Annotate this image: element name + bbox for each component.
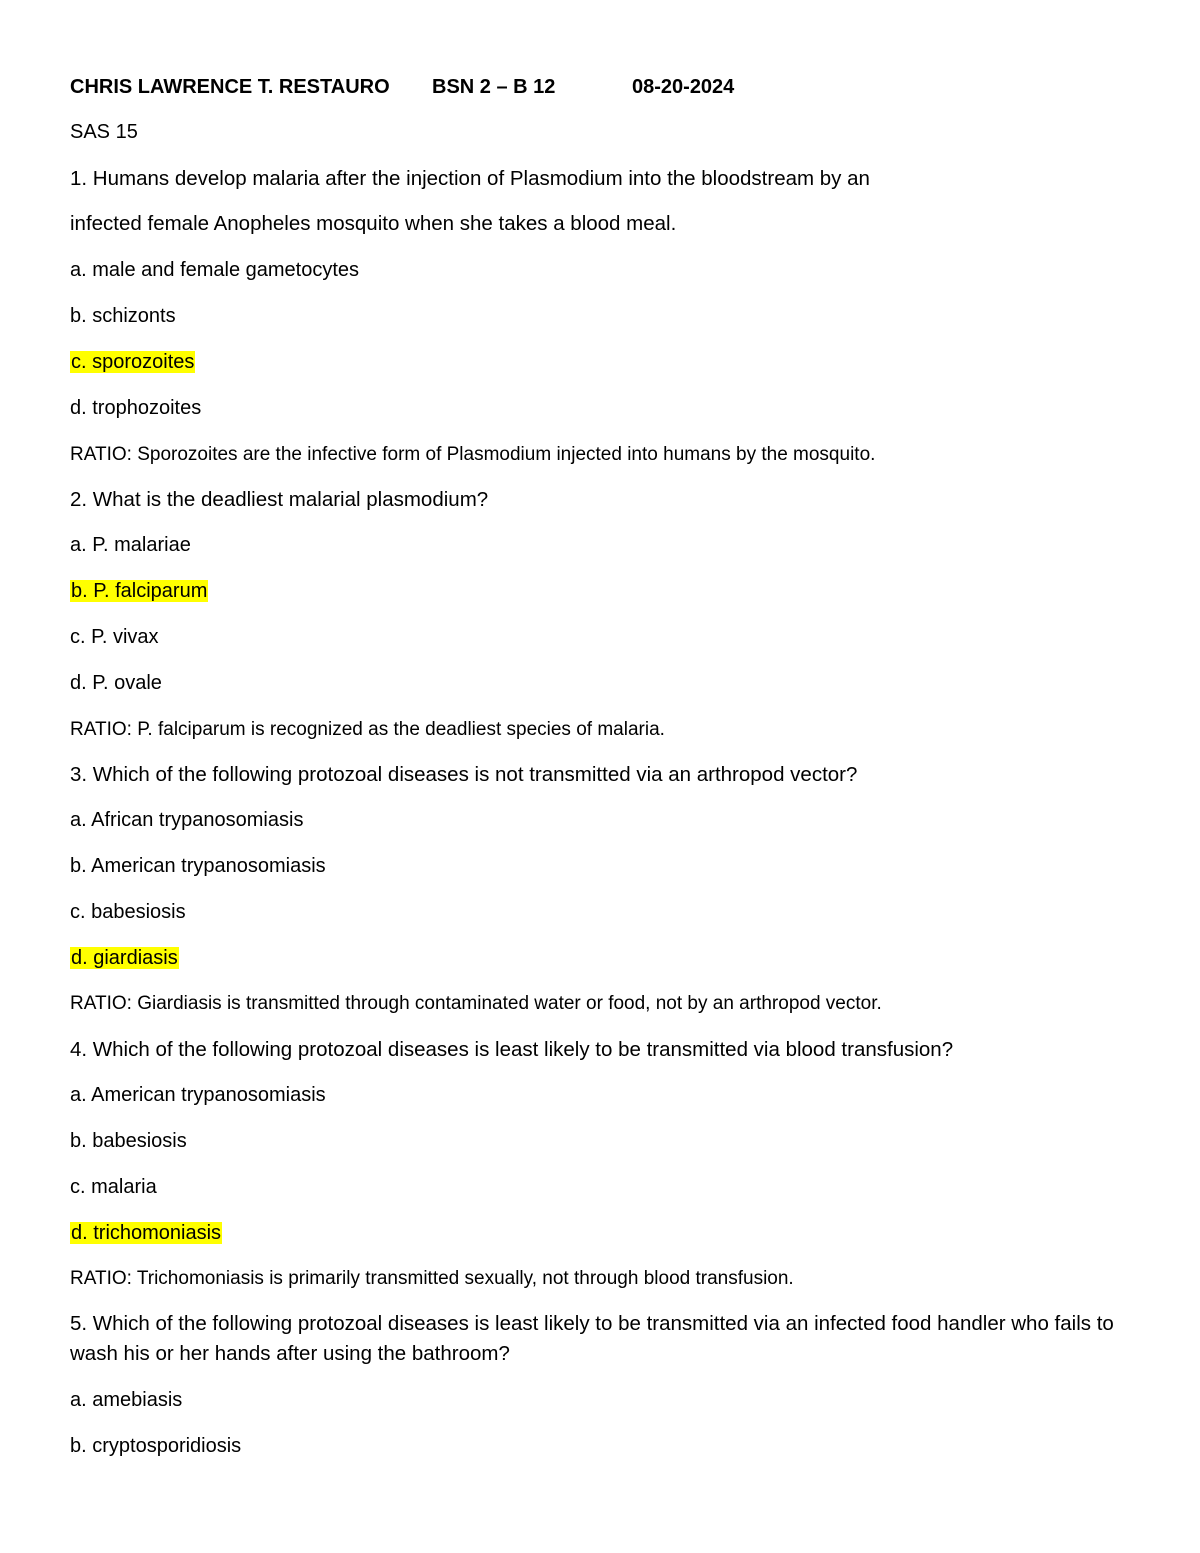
question-4-choice-a: a. American trypanosomiasis <box>70 1084 326 1106</box>
answer-highlight: d. giardiasis <box>71 947 178 969</box>
question-4-choice-c: c. malaria <box>70 1176 157 1198</box>
question-4-ratio: RATIO: Trichomoniasis is primarily transmitted sexually, not through blood transfusion. <box>70 1268 794 1289</box>
question-3-stem: 3. Which of the following protozoal diseases is not transmitted via an arthropod vector? <box>70 763 858 786</box>
question-1-choice-c-answer <box>70 349 195 375</box>
question-4-choice-b: b. babesiosis <box>70 1130 187 1152</box>
activity-title: SAS 15 <box>70 121 138 143</box>
question-3-choice-d-answer <box>70 945 179 971</box>
question-2-ratio: RATIO: P. falciparum is recognized as the deadliest species of malaria. <box>70 719 665 740</box>
question-2-choice-a: a. P. malariae <box>70 534 191 556</box>
section: BSN 2 – B 12 <box>432 76 556 98</box>
question-2-choice-c: c. P. vivax <box>70 626 159 648</box>
question-1-ratio: RATIO: Sporozoites are the infective form of Plasmodium injected into humans by the mosquito. <box>70 444 876 465</box>
question-5-choice-a: a. amebiasis <box>70 1389 183 1411</box>
question-3-ratio: RATIO: Giardiasis is transmitted through contaminated water or food, not by an arthropod vector. <box>70 993 882 1014</box>
answer-highlight: c. sporozoites <box>71 351 195 373</box>
question-3-choice-c: c. babesiosis <box>70 901 186 923</box>
question-1-stem-line-2: infected female Anopheles mosquito when she takes a blood meal. <box>70 212 677 235</box>
question-4-stem: 4. Which of the following protozoal diseases is least likely to be transmitted via blood transfusion? <box>70 1038 954 1061</box>
date: 08-20-2024 <box>632 76 735 98</box>
question-2-choice-d: d. P. ovale <box>70 672 162 694</box>
question-1-choice-b: b. schizonts <box>70 305 176 327</box>
question-5-stem: 5. Which of the following protozoal diseases is least likely to be transmitted via an infected food handler who fails to wash his or her hands after using the bathroom? <box>70 1312 1114 1365</box>
question-3-choice-a: a. African trypanosomiasis <box>70 809 304 831</box>
answer-highlight: b. P. falciparum <box>71 580 208 602</box>
question-2-stem: 2. What is the deadliest malarial plasmodium? <box>70 488 489 511</box>
header-line <box>70 74 734 100</box>
question-1-stem-line-1: 1. Humans develop malaria after the injection of Plasmodium into the bloodstream by an <box>70 167 870 190</box>
question-5-choice-b: b. cryptosporidiosis <box>70 1435 242 1457</box>
question-2-choice-b-answer <box>70 578 208 604</box>
question-1-choice-a: a. male and female gametocytes <box>70 259 360 281</box>
answer-highlight: d. trichomoniasis <box>71 1222 222 1244</box>
student-name: CHRIS LAWRENCE T. RESTAURO <box>70 76 390 98</box>
question-4-choice-d-answer <box>70 1220 222 1246</box>
question-1-choice-d: d. trophozoites <box>70 397 202 419</box>
question-3-choice-b: b. American trypanosomiasis <box>70 855 326 877</box>
